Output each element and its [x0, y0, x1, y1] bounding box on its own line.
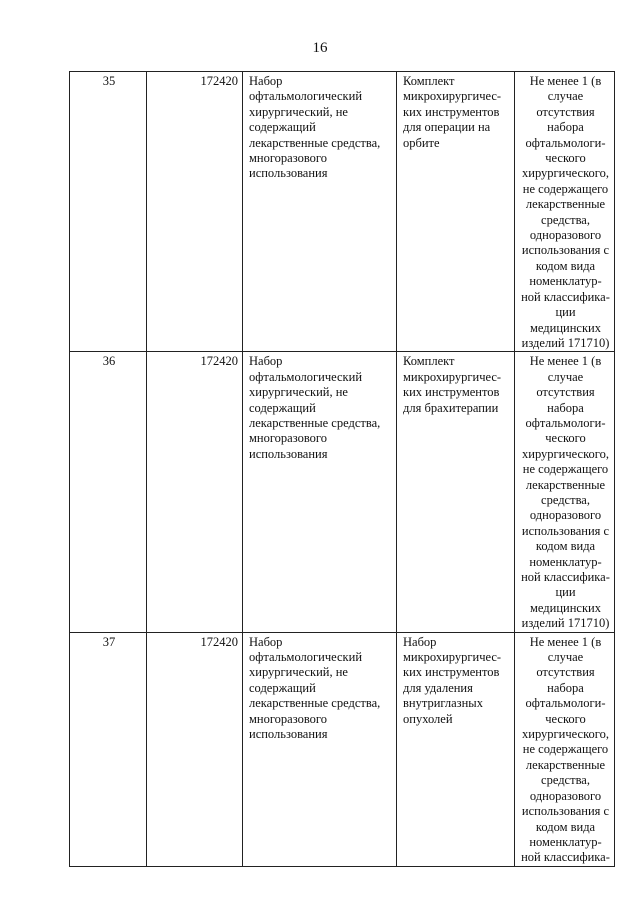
item-quantity: Не менее 1 (в случае отсутствия набора офтальмологи-ческого хирургического, не содержащего лекарственные средства, одноразового использования с кодом вида номенклатур-ной классифика-ции медицинских изделий 171710)	[515, 72, 615, 352]
item-description: Набор микрохирургичес-ких инструментов для удаления внутриглазных опухолей	[397, 632, 515, 866]
table-row	[70, 352, 615, 632]
row-number: 37	[70, 632, 147, 866]
item-code: 172420	[147, 632, 243, 866]
item-description: Комплект микрохирургичес-ких инструментов для операции на орбите	[397, 72, 515, 352]
item-name: Набор офтальмологический хирургический, не содержащий лекарственные средства, многоразового использования	[243, 72, 397, 352]
row-number: 35	[70, 72, 147, 352]
item-quantity: Не менее 1 (в случае отсутствия набора офтальмологи-ческого хирургического, не содержащего лекарственные средства, одноразового использования с кодом вида номенклатур-ной классифика-	[515, 632, 615, 866]
item-quantity: Не менее 1 (в случае отсутствия набора офтальмологи-ческого хирургического, не содержащего лекарственные средства, одноразового использования с кодом вида номенклатур-ной классифика-ции медицинских изделий 171710)	[515, 352, 615, 632]
page-number: 16	[312, 40, 328, 56]
item-code: 172420	[147, 72, 243, 352]
item-name: Набор офтальмологический хирургический, не содержащий лекарственные средства, многоразового использования	[243, 632, 397, 866]
item-name: Набор офтальмологический хирургический, не содержащий лекарственные средства, многоразового использования	[243, 352, 397, 632]
equipment-table	[69, 71, 615, 867]
item-code: 172420	[147, 352, 243, 632]
row-number: 36	[70, 352, 147, 632]
table-row	[70, 72, 615, 352]
table-row	[70, 632, 615, 866]
item-description: Комплект микрохирургичес-ких инструментов для брахитерапии	[397, 352, 515, 632]
